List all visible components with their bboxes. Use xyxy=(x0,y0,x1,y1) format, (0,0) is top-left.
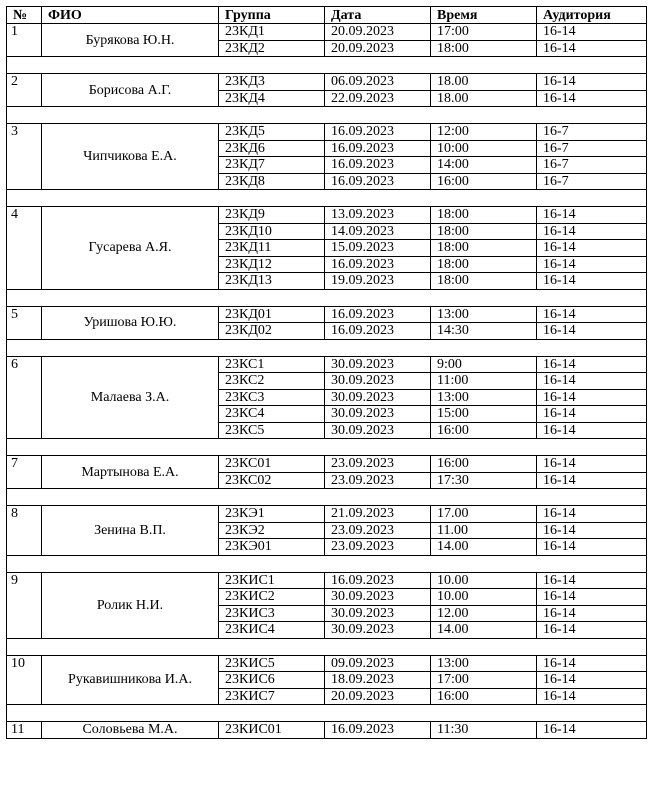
time-cell: 18:00 xyxy=(431,240,537,257)
spacer-cell xyxy=(7,439,647,456)
group-cell: 23КС5 xyxy=(219,422,325,439)
group-cell: 23КД10 xyxy=(219,223,325,240)
spacer-row xyxy=(7,705,647,722)
date-cell: 16.09.2023 xyxy=(325,140,431,157)
spacer-row xyxy=(7,638,647,655)
group-cell: 23КД4 xyxy=(219,90,325,107)
time-cell: 17:00 xyxy=(431,24,537,41)
teacher-number: 1 xyxy=(7,24,42,57)
teacher-name: Ролик Н.И. xyxy=(42,572,219,638)
header-date: Дата xyxy=(325,7,431,24)
room-cell: 16-7 xyxy=(537,173,647,190)
time-cell: 18.00 xyxy=(431,74,537,91)
date-cell: 16.09.2023 xyxy=(325,157,431,174)
spacer-cell xyxy=(7,638,647,655)
date-cell: 18.09.2023 xyxy=(325,672,431,689)
time-cell: 16:00 xyxy=(431,688,537,705)
time-cell: 12.00 xyxy=(431,605,537,622)
date-cell: 13.09.2023 xyxy=(325,207,431,224)
date-cell: 19.09.2023 xyxy=(325,273,431,290)
table-row xyxy=(7,306,647,323)
date-cell: 16.09.2023 xyxy=(325,722,431,739)
table-row xyxy=(7,24,647,41)
group-cell: 23КС1 xyxy=(219,356,325,373)
date-cell: 30.09.2023 xyxy=(325,422,431,439)
group-cell: 23КЭ1 xyxy=(219,506,325,523)
header-room: Аудитория xyxy=(537,7,647,24)
teacher-name: Бурякова Ю.Н. xyxy=(42,24,219,57)
time-cell: 10:00 xyxy=(431,140,537,157)
spacer-cell xyxy=(7,57,647,74)
room-cell: 16-14 xyxy=(537,256,647,273)
room-cell: 16-14 xyxy=(537,539,647,556)
date-cell: 22.09.2023 xyxy=(325,90,431,107)
spacer-row xyxy=(7,190,647,207)
spacer-cell xyxy=(7,107,647,124)
group-cell: 23КД2 xyxy=(219,40,325,57)
teacher-number: 5 xyxy=(7,306,42,339)
time-cell: 17:30 xyxy=(431,472,537,489)
group-cell: 23КД9 xyxy=(219,207,325,224)
group-cell: 23КД13 xyxy=(219,273,325,290)
date-cell: 23.09.2023 xyxy=(325,456,431,473)
group-cell: 23КД6 xyxy=(219,140,325,157)
time-cell: 14.00 xyxy=(431,622,537,639)
room-cell: 16-14 xyxy=(537,522,647,539)
teacher-number: 11 xyxy=(7,722,42,739)
spacer-cell xyxy=(7,339,647,356)
teacher-number: 10 xyxy=(7,655,42,705)
group-cell: 23КД02 xyxy=(219,323,325,340)
teacher-name: Чипчикова Е.А. xyxy=(42,124,219,190)
time-cell: 10.00 xyxy=(431,589,537,606)
room-cell: 16-14 xyxy=(537,207,647,224)
room-cell: 16-14 xyxy=(537,74,647,91)
date-cell: 30.09.2023 xyxy=(325,389,431,406)
group-cell: 23КИС3 xyxy=(219,605,325,622)
group-cell: 23КД7 xyxy=(219,157,325,174)
time-cell: 14.00 xyxy=(431,539,537,556)
date-cell: 20.09.2023 xyxy=(325,688,431,705)
group-cell: 23КД01 xyxy=(219,306,325,323)
time-cell: 11:00 xyxy=(431,373,537,390)
spacer-row xyxy=(7,489,647,506)
date-cell: 09.09.2023 xyxy=(325,655,431,672)
spacer-row xyxy=(7,57,647,74)
date-cell: 30.09.2023 xyxy=(325,622,431,639)
time-cell: 16:00 xyxy=(431,422,537,439)
date-cell: 23.09.2023 xyxy=(325,522,431,539)
time-cell: 18:00 xyxy=(431,256,537,273)
time-cell: 14:30 xyxy=(431,323,537,340)
schedule-body xyxy=(7,24,647,739)
header-name: ФИО xyxy=(42,7,219,24)
teacher-name: Зенина В.П. xyxy=(42,506,219,556)
room-cell: 16-14 xyxy=(537,506,647,523)
teacher-number: 2 xyxy=(7,74,42,107)
time-cell: 10.00 xyxy=(431,572,537,589)
time-cell: 14:00 xyxy=(431,157,537,174)
teacher-number: 6 xyxy=(7,356,42,439)
room-cell: 16-14 xyxy=(537,273,647,290)
group-cell: 23КС2 xyxy=(219,373,325,390)
time-cell: 18.00 xyxy=(431,90,537,107)
time-cell: 17:00 xyxy=(431,672,537,689)
room-cell: 16-14 xyxy=(537,622,647,639)
time-cell: 11.00 xyxy=(431,522,537,539)
teacher-name: Малаева З.А. xyxy=(42,356,219,439)
date-cell: 20.09.2023 xyxy=(325,24,431,41)
date-cell: 16.09.2023 xyxy=(325,306,431,323)
spacer-row xyxy=(7,439,647,456)
group-cell: 23КИС5 xyxy=(219,655,325,672)
group-cell: 23КД3 xyxy=(219,74,325,91)
time-cell: 18:00 xyxy=(431,273,537,290)
teacher-number: 4 xyxy=(7,207,42,290)
room-cell: 16-14 xyxy=(537,422,647,439)
teacher-name: Мартынова Е.А. xyxy=(42,456,219,489)
room-cell: 16-14 xyxy=(537,572,647,589)
time-cell: 9:00 xyxy=(431,356,537,373)
group-cell: 23КД12 xyxy=(219,256,325,273)
table-row xyxy=(7,124,647,141)
room-cell: 16-14 xyxy=(537,672,647,689)
date-cell: 20.09.2023 xyxy=(325,40,431,57)
teacher-name: Гусарева А.Я. xyxy=(42,207,219,290)
date-cell: 14.09.2023 xyxy=(325,223,431,240)
teacher-name: Рукавишникова И.А. xyxy=(42,655,219,705)
time-cell: 16:00 xyxy=(431,456,537,473)
time-cell: 11:30 xyxy=(431,722,537,739)
spacer-row xyxy=(7,107,647,124)
spacer-cell xyxy=(7,705,647,722)
group-cell: 23КД8 xyxy=(219,173,325,190)
table-row xyxy=(7,506,647,523)
date-cell: 15.09.2023 xyxy=(325,240,431,257)
date-cell: 30.09.2023 xyxy=(325,589,431,606)
room-cell: 16-14 xyxy=(537,306,647,323)
table-row xyxy=(7,722,647,739)
group-cell: 23КС3 xyxy=(219,389,325,406)
spacer-row xyxy=(7,555,647,572)
room-cell: 16-14 xyxy=(537,24,647,41)
group-cell: 23КИС7 xyxy=(219,688,325,705)
room-cell: 16-14 xyxy=(537,688,647,705)
time-cell: 18:00 xyxy=(431,207,537,224)
group-cell: 23КС01 xyxy=(219,456,325,473)
spacer-cell xyxy=(7,190,647,207)
date-cell: 23.09.2023 xyxy=(325,539,431,556)
date-cell: 30.09.2023 xyxy=(325,605,431,622)
teacher-name: Соловьева М.А. xyxy=(42,722,219,739)
table-row xyxy=(7,655,647,672)
room-cell: 16-14 xyxy=(537,589,647,606)
group-cell: 23КД1 xyxy=(219,24,325,41)
time-cell: 17.00 xyxy=(431,506,537,523)
spacer-cell xyxy=(7,489,647,506)
schedule-table xyxy=(6,6,647,739)
date-cell: 16.09.2023 xyxy=(325,572,431,589)
room-cell: 16-14 xyxy=(537,472,647,489)
table-row xyxy=(7,456,647,473)
room-cell: 16-14 xyxy=(537,722,647,739)
date-cell: 16.09.2023 xyxy=(325,124,431,141)
room-cell: 16-7 xyxy=(537,157,647,174)
date-cell: 30.09.2023 xyxy=(325,373,431,390)
group-cell: 23КИС4 xyxy=(219,622,325,639)
room-cell: 16-14 xyxy=(537,90,647,107)
group-cell: 23КС02 xyxy=(219,472,325,489)
group-cell: 23КИС01 xyxy=(219,722,325,739)
room-cell: 16-14 xyxy=(537,655,647,672)
group-cell: 23КЭ2 xyxy=(219,522,325,539)
teacher-number: 9 xyxy=(7,572,42,638)
time-cell: 15:00 xyxy=(431,406,537,423)
spacer-cell xyxy=(7,289,647,306)
room-cell: 16-14 xyxy=(537,40,647,57)
date-cell: 30.09.2023 xyxy=(325,356,431,373)
table-row xyxy=(7,207,647,224)
room-cell: 16-14 xyxy=(537,389,647,406)
date-cell: 16.09.2023 xyxy=(325,323,431,340)
time-cell: 16:00 xyxy=(431,173,537,190)
spacer-row xyxy=(7,339,647,356)
group-cell: 23КИС1 xyxy=(219,572,325,589)
date-cell: 21.09.2023 xyxy=(325,506,431,523)
group-cell: 23КД11 xyxy=(219,240,325,257)
room-cell: 16-14 xyxy=(537,223,647,240)
group-cell: 23КС4 xyxy=(219,406,325,423)
group-cell: 23КИС2 xyxy=(219,589,325,606)
teacher-number: 3 xyxy=(7,124,42,190)
table-row xyxy=(7,572,647,589)
date-cell: 30.09.2023 xyxy=(325,406,431,423)
date-cell: 06.09.2023 xyxy=(325,74,431,91)
time-cell: 18:00 xyxy=(431,223,537,240)
spacer-cell xyxy=(7,555,647,572)
teacher-name: Уришова Ю.Ю. xyxy=(42,306,219,339)
table-row xyxy=(7,74,647,91)
table-row xyxy=(7,356,647,373)
time-cell: 13:00 xyxy=(431,389,537,406)
room-cell: 16-14 xyxy=(537,406,647,423)
date-cell: 23.09.2023 xyxy=(325,472,431,489)
group-cell: 23КИС6 xyxy=(219,672,325,689)
header-group: Группа xyxy=(219,7,325,24)
date-cell: 16.09.2023 xyxy=(325,256,431,273)
group-cell: 23КЭ01 xyxy=(219,539,325,556)
teacher-name: Борисова А.Г. xyxy=(42,74,219,107)
room-cell: 16-14 xyxy=(537,323,647,340)
time-cell: 18:00 xyxy=(431,40,537,57)
time-cell: 13:00 xyxy=(431,655,537,672)
room-cell: 16-14 xyxy=(537,356,647,373)
room-cell: 16-7 xyxy=(537,140,647,157)
header-row xyxy=(7,7,647,24)
room-cell: 16-7 xyxy=(537,124,647,141)
time-cell: 13:00 xyxy=(431,306,537,323)
spacer-row xyxy=(7,289,647,306)
header-num: № xyxy=(7,7,42,24)
teacher-number: 7 xyxy=(7,456,42,489)
teacher-number: 8 xyxy=(7,506,42,556)
room-cell: 16-14 xyxy=(537,456,647,473)
time-cell: 12:00 xyxy=(431,124,537,141)
room-cell: 16-14 xyxy=(537,373,647,390)
room-cell: 16-14 xyxy=(537,240,647,257)
date-cell: 16.09.2023 xyxy=(325,173,431,190)
header-time: Время xyxy=(431,7,537,24)
group-cell: 23КД5 xyxy=(219,124,325,141)
room-cell: 16-14 xyxy=(537,605,647,622)
